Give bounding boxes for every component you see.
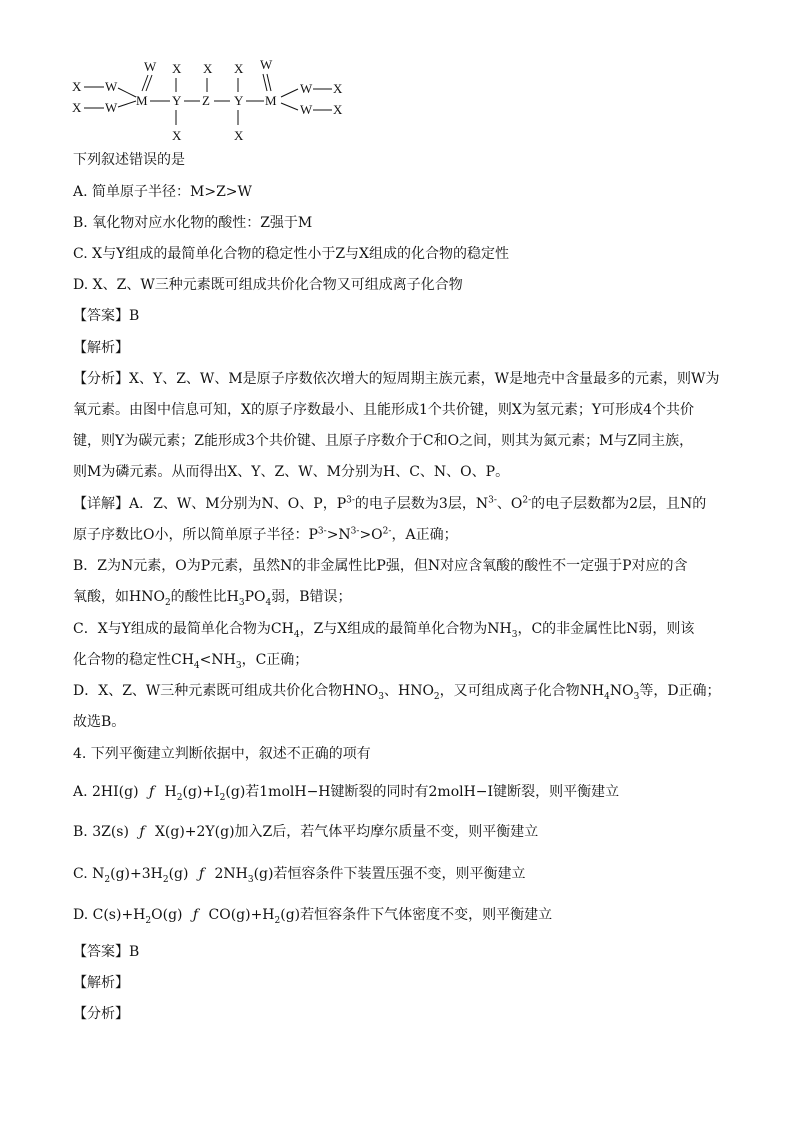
atom-z: Z xyxy=(202,93,210,108)
q4-answer: 【答案】B xyxy=(73,944,140,960)
atom-y-left: Y xyxy=(172,93,182,108)
q3-answer: 【答案】B xyxy=(73,308,140,324)
q4-option-a: A. 2HI(g) ƒ $H_2(g)+I_2(g)$若1molH−H键断裂的同时有2molH−I键断裂，则平衡建立 xyxy=(73,784,620,803)
q4-option-c: C. $N_2(g)+3H_2(g)$ ƒ $2NH_3(g)$若恒容条件下装置压强不变，则平衡建立 xyxy=(73,866,526,885)
q3-prompt: 下列叙述错误的是 xyxy=(73,152,185,168)
q3-detail-b-line-2: 氧酸，如$HNO_2$的酸性比$H_3PO_4$弱，B错误； xyxy=(73,589,352,608)
q4-option-b: B. 3Z(s) ƒ X(g)+2Y(g)加入Z后，若气体平均摩尔质量不变，则平衡建立 xyxy=(73,824,539,840)
q3-option-c: C. X与Y组成的最简单化合物的稳定性小于Z与X组成的化合物的稳定性 xyxy=(73,246,510,262)
atom-x-right-2: X xyxy=(333,102,343,117)
q3-option-b: B. 氧化物对应水化物的酸性：Z强于M xyxy=(73,215,313,231)
atom-w-right-2: W xyxy=(300,102,313,117)
atom-y-right: Y xyxy=(234,93,244,108)
double-bond xyxy=(263,74,267,91)
equilibrium-arrow-icon: ƒ xyxy=(198,866,205,882)
atom-w-top-1: W xyxy=(144,59,157,74)
atom-x-top-2: X xyxy=(172,61,182,76)
structural-formula-diagram xyxy=(60,55,360,150)
q3-analysis-line-4: 则M为磷元素。从而得出X、Y、Z、W、M分别为H、C、N、O、P。 xyxy=(73,464,510,480)
q3-detail-b-line-1: B．Z为N元素，O为P元素，虽然N的非金属性比P强，但N对应含氧酸的酸性不一定强于P对应的含 xyxy=(73,558,688,574)
atom-m-left: M xyxy=(136,93,148,108)
atom-x-top-3: X xyxy=(203,61,213,76)
q3-analysis-line-2: 氧元素。由图中信息可知，X的原子序数最小、且能形成1个共价键，则X为氢元素；Y可形成4个共价 xyxy=(73,402,694,418)
q3-conclusion: 故选B。 xyxy=(73,714,126,730)
q4-prompt: 4. 下列平衡建立判断依据中，叙述不正确的项有 xyxy=(73,746,371,762)
equilibrium-arrow-icon: ƒ xyxy=(192,907,199,923)
q3-detail-d-line-1: D．X、Z、W三种元素既可组成共价化合物$HNO_3$、$HNO_2$，又可组成离子化合物$NH_4NO_3$等，D正确； xyxy=(73,683,721,702)
q3-analysis-line-1: 【分析】X、Y、Z、W、M是原子序数依次增大的短周期主族元素，W是地壳中含量最多的元素，则W为 xyxy=(73,371,720,387)
equilibrium-arrow-icon: ƒ xyxy=(139,824,145,840)
q3-option-a: A. 简单原子半径：M>Z>W xyxy=(73,184,252,200)
q4-analysis-head: 【分析】 xyxy=(73,1006,129,1022)
q3-detail-c-line-1: C．X与Y组成的最简单化合物为$CH_4$，Z与X组成的最简单化合物为$NH_3$，C的非金属性比N弱，则该 xyxy=(73,621,695,640)
bond xyxy=(118,88,136,97)
q4-analysis-label: 【解析】 xyxy=(73,975,129,991)
q3-analysis-label: 【解析】 xyxy=(73,340,129,356)
atom-w-left-2: W xyxy=(105,100,118,115)
q4-option-d: D. $C(s)+H_2O(g)$ ƒ $CO(g)+H_2(g)$若恒容条件下气体密度不变，则平衡建立 xyxy=(73,907,553,926)
atom-x-bottom-2: X xyxy=(234,128,244,143)
atom-w-right-1: W xyxy=(300,81,313,96)
q3-analysis-line-3: 键，则Y为碳元素；Z能形成3个共价键、且原子序数介于C和O之间，则其为氮元素；M与Z同主族， xyxy=(73,433,694,449)
bond xyxy=(281,103,298,110)
bond xyxy=(118,101,136,107)
q3-option-d: D. X、Z、W三种元素既可组成共价化合物又可组成离子化合物 xyxy=(73,277,463,293)
atom-x-right-1: X xyxy=(333,81,343,96)
atom-x-bottom-1: X xyxy=(172,128,182,143)
double-bond xyxy=(267,74,271,91)
atom-x-left-1: X xyxy=(72,79,82,94)
atom-w-left-1: W xyxy=(105,79,118,94)
atom-x-left-2: X xyxy=(72,100,82,115)
atom-x-top-4: X xyxy=(234,61,244,76)
equilibrium-arrow-icon: ƒ xyxy=(148,784,155,800)
atom-w-top-2: W xyxy=(260,57,273,72)
atom-m-right: M xyxy=(265,93,277,108)
bond xyxy=(281,89,298,97)
q3-detail-c-line-2: 化合物的稳定性$CH_4<NH_3$，C正确； xyxy=(73,652,309,671)
q3-detail-a-line-1: 【详解】A．Z、W、M分别为N、O、P，$P^{3-}$的电子层数为3层，$N^{3-}$、$O^{2-}$的电子层数都为2层，且N的 xyxy=(73,495,707,512)
q3-detail-a-line-2: 原子序数比O小，所以简单原子半径：$P^{3-}>N^{3-}>O^{2-}$，A正确； xyxy=(73,526,458,543)
